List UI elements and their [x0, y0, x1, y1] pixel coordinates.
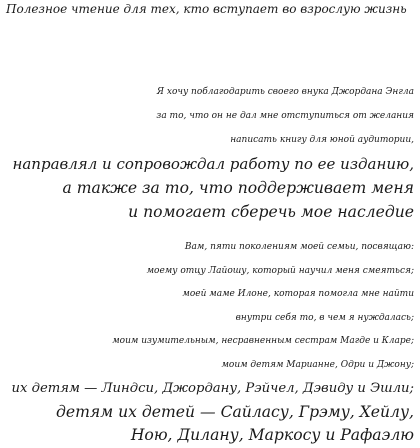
dedication-line: их детям — Линдси, Джордану, Рэйчел, Дэвиду и Эшли; — [11, 381, 414, 396]
acknowledgement-line: написать книгу для юной аудитории, — [230, 135, 414, 145]
book-subtitle: Полезное чтение для тех, кто вступает во взрослую жизнь — [6, 2, 407, 16]
acknowledgement-block — [12, 80, 414, 224]
dedication-line: Вам, пяти поколениям моей семьи, посвящаю: — [184, 242, 414, 252]
acknowledgement-line: а также за то, что поддерживает меня — [62, 179, 414, 197]
dedication-line: внутри себя то, в чем я нуждалась; — [235, 312, 414, 323]
dedication-line: Ною, Дилану, Маркосу и Рафаэлю — [130, 426, 414, 444]
acknowledgement-line: и помогает сберечь мое наследие — [128, 203, 414, 221]
dedication-line: моему отцу Лайошу, который научил меня смеяться; — [146, 265, 414, 276]
dedication-line: моим изумительным, несравненным сестрам Магде и Кларе; — [112, 336, 414, 346]
acknowledgement-line: направлял и сопровождал работу по ее изданию, — [12, 155, 414, 173]
acknowledgement-line: за то, что он не дал мне отступиться от желания — [156, 111, 414, 121]
dedication-line: моим детям Марианне, Одри и Джону; — [221, 359, 414, 370]
dedication-line: детям их детей — Сайласу, Грэму, Хейлу, — [55, 402, 414, 421]
dedication-line: моей маме Илоне, которая помогла мне найти — [182, 289, 414, 299]
dedication-block — [12, 236, 414, 448]
acknowledgement-line: Я хочу поблагодарить своего внука Джордана Энгла — [156, 87, 414, 97]
